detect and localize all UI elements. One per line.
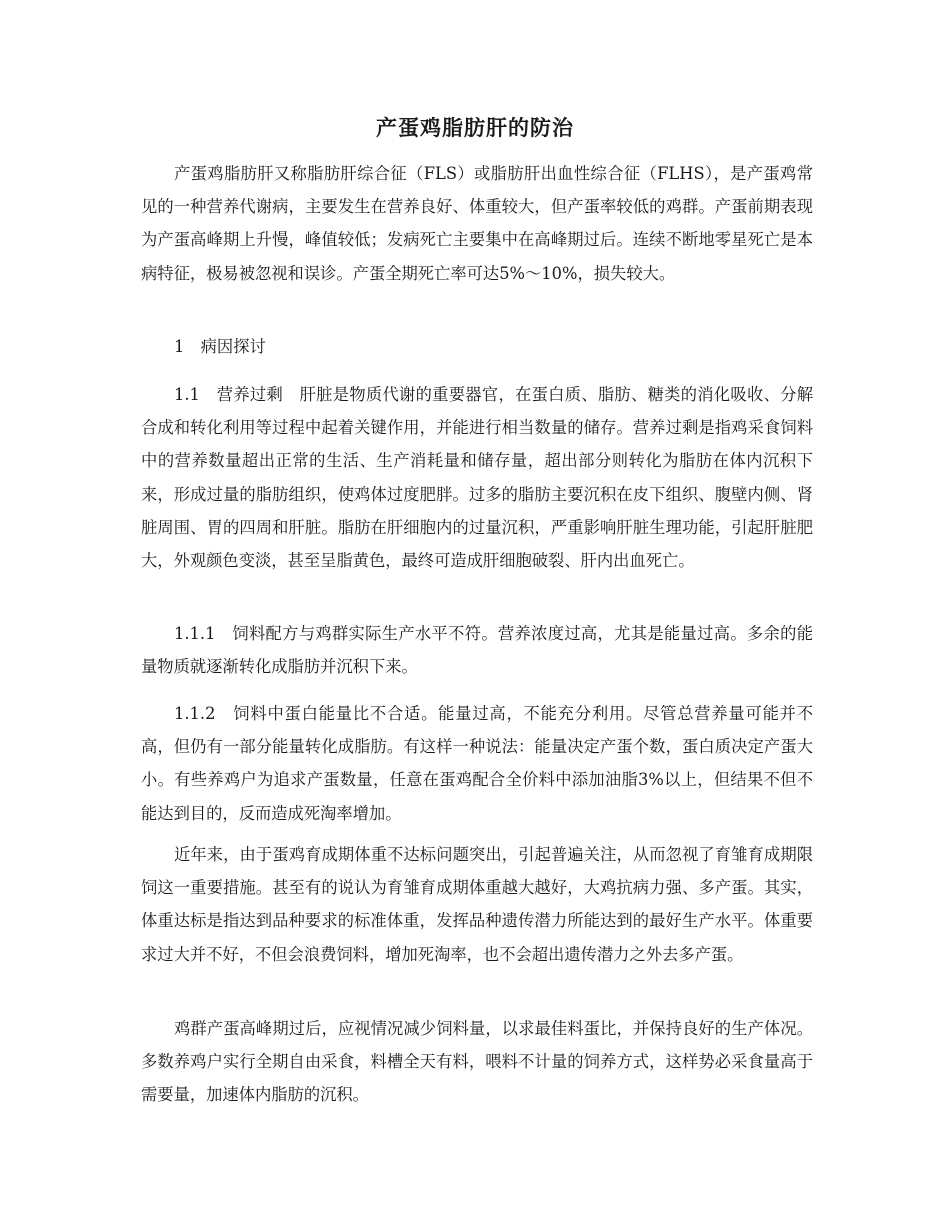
section-1-1-1-paragraph: 1.1.1 饲料配方与鸡群实际生产水平不符。营养浓度过高，尤其是能量过高。多余的能量物质就逐渐转化成脂肪并沉积下来。 [141, 624, 813, 677]
section-heading-1: 1 病因探讨 [174, 337, 266, 356]
intro-paragraph: 产蛋鸡脂肪肝又称脂肪肝综合征（FLS）或脂肪肝出血性综合征（FLHS），是产蛋鸡常见的一种营养代谢病，主要发生在营养良好、体重较大，但产蛋率较低的鸡群。产蛋前期表现为产蛋高峰期上升慢，峰值较低；发病死亡主要集中在高峰期过后。连续不断地零星死亡是本病特征，极易被忽视和误诊。产蛋全期死亡率可达5%～10%，损失较大。 [141, 164, 813, 283]
rearing-paragraph: 近年来，由于蛋鸡育成期体重不达标问题突出，引起普遍关注，从而忽视了育雏育成期限饲这一重要措施。甚至有的说认为育雏育成期体重越大越好，大鸡抗病力强、多产蛋。其实，体重达标是指达到品种要求的标准体重，发挥品种遗传潜力所能达到的最好生产水平。体重要求过大并不好，不但会浪费饲料，增加死淘率，也不会超出遗传潜力之外去多产蛋。 [141, 845, 813, 964]
document-title: 产蛋鸡脂肪肝的防治 [376, 115, 574, 140]
section-1-1-2-paragraph: 1.1.2 饲料中蛋白能量比不合适。能量过高，不能充分利用。尽管总营养量可能并不高，但仍有一部分能量转化成脂肪。有这样一种说法：能量决定产蛋个数，蛋白质决定产蛋大小。有些养鸡户为追求产蛋数量，任意在蛋鸡配合全价料中添加油脂3%以上，但结果不但不能达到目的，反而造成死淘率增加。 [141, 704, 813, 823]
post-peak-paragraph: 鸡群产蛋高峰期过后，应视情况减少饲料量，以求最佳料蛋比，并保持良好的生产体况。多数养鸡户实行全期自由采食，料槽全天有料，喂料不计量的饲养方式，这样势必采食量高于需要量，加速体内脂肪的沉积。 [141, 1019, 813, 1105]
section-1-1-paragraph: 1.1 营养过剩 肝脏是物质代谢的重要器官，在蛋白质、脂肪、糖类的消化吸收、分解合成和转化利用等过程中起着关键作用，并能进行相当数量的储存。营养过剩是指鸡采食饲料中的营养数量超出正常的生活、生产消耗量和储存量，超出部分则转化为脂肪在体内沉积下来，形成过量的脂肪组织，使鸡体过度肥胖。过多的脂肪主要沉积在皮下组织、腹壁内侧、肾脏周围、胃的四周和肝脏。脂肪在肝细胞内的过量沉积，严重影响肝脏生理功能，引起肝脏肥大，外观颜色变淡，甚至呈脂黄色，最终可造成肝细胞破裂、肝内出血死亡。 [141, 385, 813, 571]
